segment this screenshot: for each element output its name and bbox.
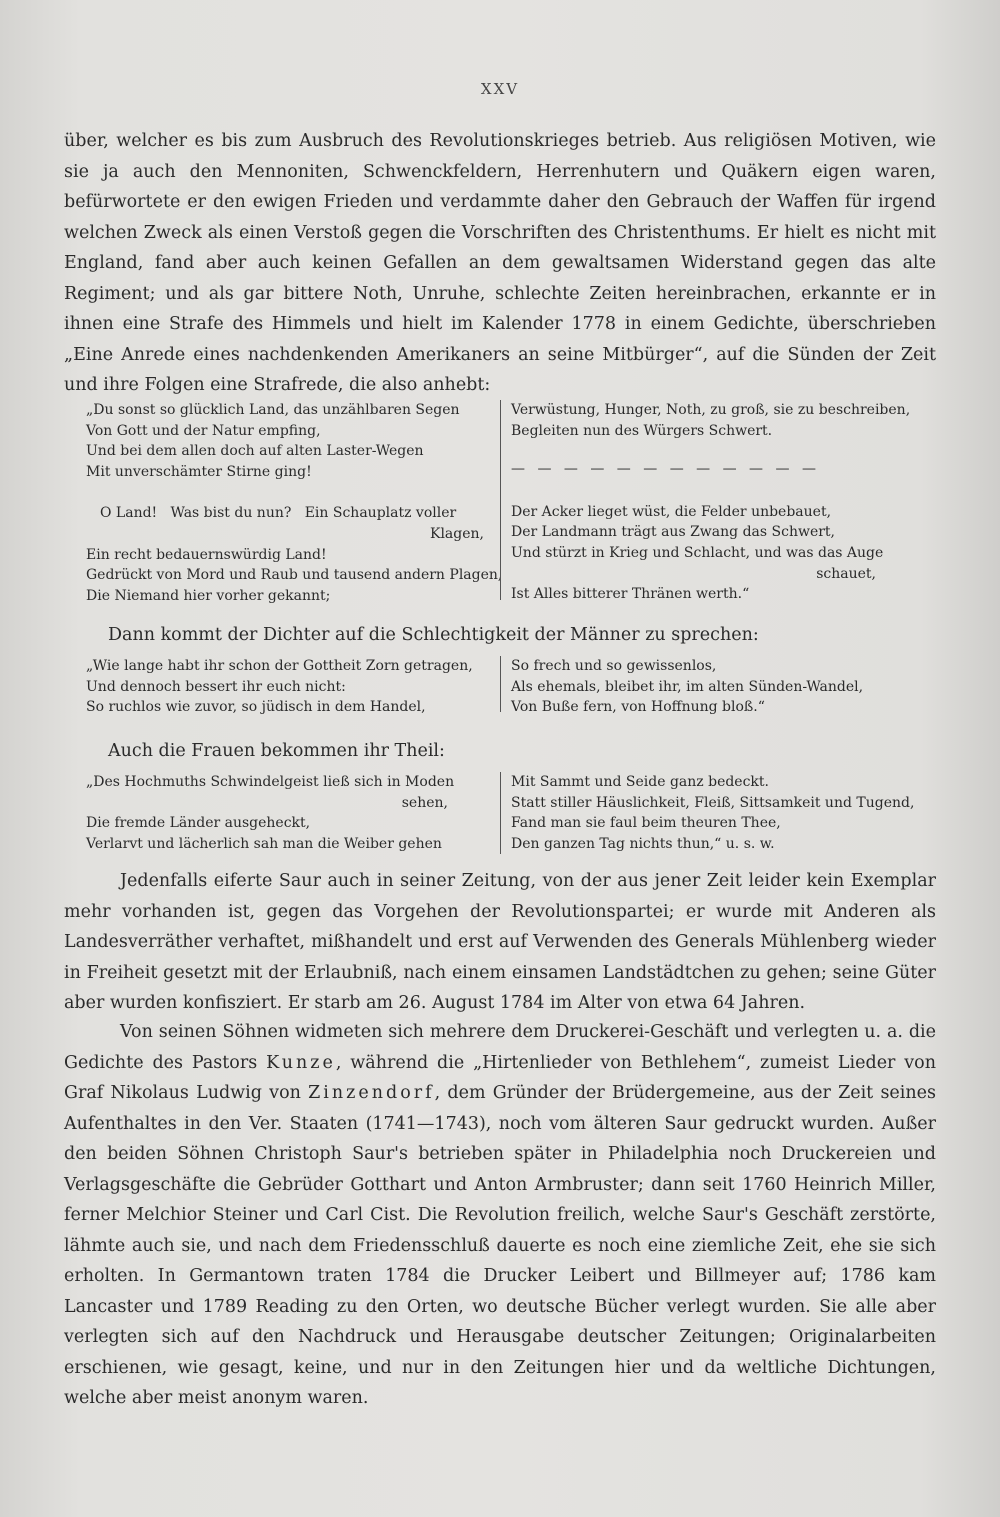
poem-line: „Wie lange habt ihr schon der Gottheit Zorn getragen,	[86, 658, 473, 674]
poem-line: Verlarvt und lächerlich sah man die Weiber gehen	[86, 835, 442, 852]
poem-line: Als ehemals, bleibet ihr, im alten Sünden-Wandel,	[511, 678, 864, 695]
poem-excerpt-1	[64, 400, 936, 604]
body-paragraph-1	[64, 866, 936, 1019]
poem-line: Von Gott und der Natur empfing,	[86, 422, 321, 439]
poem-excerpt-2	[64, 656, 936, 716]
poem-2-left-column	[64, 656, 500, 716]
body-text-1: Jedenfalls eiferte Saur auch in seiner Zeitung, von der aus jener Zeit leider kein Exemplar mehr vorhanden ist, gegen das Vorgehen der Revolutionspartei; er wurde mit Anderen als Landesverräther verhaftet, mißhandelt und erst auf Verwenden des Generals Mühlenberg wieder in Freiheit gesetzt mit der Erlaubniß, nach einem einsamen Landstädtchen zu gehen; seine Güter aber wurden konfisziert. Er starb am 26. August 1784 im Alter von etwa 64 Jahren.	[64, 871, 936, 1013]
poem-line: Und dennoch bessert ihr euch nicht:	[86, 678, 346, 695]
poem-line-continuation: sehen,	[401, 794, 448, 811]
poem-line: Ist Alles bitterer Thränen werth.“	[511, 586, 750, 603]
poem-line: Die fremde Länder ausgeheckt,	[86, 815, 311, 832]
poem-line: Den ganzen Tag nichts thun,“ u. s. w.	[511, 835, 775, 852]
page-number: XXV	[480, 80, 520, 98]
poem-line: So ruchlos wie zuvor, so jüdisch in dem Handel,	[86, 699, 426, 716]
poem-line: Gedrückt von Mord und Raub und tausend andern Plagen,	[86, 567, 503, 584]
poem-excerpt-3	[64, 772, 936, 854]
poem-line: Und stürzt in Krieg und Schlacht, und was das Auge	[511, 544, 884, 561]
poem-line: „Du sonst so glücklich Land, das unzählbaren Segen	[86, 402, 460, 418]
body-text-2a: Von seinen Söhnen widmeten sich mehrere dem Druckerei-Geschäft und verlegten u. a. die Gedichte des Pastors	[64, 1022, 936, 1073]
poem-line: O Land! Was bist du nun? Ein Schauplatz voller	[100, 505, 457, 522]
body-paragraph-2	[64, 1017, 936, 1414]
poem-3-left-column	[64, 772, 500, 854]
poem-line: Von Buße fern, von Hoffnung bloß.“	[511, 699, 765, 716]
section-heading-women: Auch die Frauen bekommen ihr Theil:	[108, 741, 445, 761]
poem-line: Der Landmann trägt aus Zwang das Schwert,	[511, 524, 835, 541]
stanza-gap	[86, 482, 488, 503]
body-text-2	[64, 1017, 936, 1414]
intro-paragraph	[64, 126, 936, 401]
body-text-2c: , dem Gründer der Brüdergemeine, aus der Zeit seines Aufenthaltes in den Ver. Staaten (1741—1743), noch vom älteren Saur gedruckt wurden. Außer den beiden Söhnen Christoph Saur's betrieben später in Philadelphia noch Druckereien und Verlagsgeschäfte die Gebrüder Gotthart und Anton Armbruster; dann seit 1760 Heinrich Miller, ferner Melchior Steiner und Carl Cist. Die Revolution freilich, welche Saur's Geschäft zerstörte, lähmte auch sie, und nach dem Friedensschluß dauerte es noch eine ziemliche Zeit, ehe sie sich erholten. In Germantown traten 1784 die Drucker Leibert und Billmeyer auf; 1786 kam Lancaster und 1789 Reading zu den Orten, wo deutsche Bücher verlegt wurden. Sie alle aber verlegten sich auf den Nachdruck und Herausgabe deutscher Zeitungen; Originalarbeiten erschienen, wie gesagt, keine, und nur in den Zeitungen hier und da weltliche Dichtungen, welche aber meist anonym waren.	[64, 1083, 936, 1408]
name-zinzendorf: Zinzendorf	[308, 1083, 435, 1103]
poem-line-continuation: schauet,	[816, 565, 876, 582]
poem-line: Und bei dem allen doch auf alten Laster-Wegen	[86, 443, 424, 460]
poem-line: „Des Hochmuths Schwindelgeist ließ sich in Moden	[86, 774, 455, 790]
poem-line: So frech und so gewissenlos,	[511, 658, 717, 674]
poem-1-left-column	[64, 400, 503, 604]
poem-line: Mit Sammt und Seide ganz bedeckt.	[511, 774, 769, 790]
poem-line-continuation: Klagen,	[430, 525, 484, 542]
intro-text: über, welcher es bis zum Ausbruch des Revolutionskrieges betrieb. Aus religiösen Motiven, wie sie ja auch den Mennoniten, Schwenckfeldern, Herrenhutern und Quäkern eigen waren, befürwortete er den ewigen Frieden und verdammte daher den Gebrauch der Waffen für irgend welchen Zweck als einen Verstoß gegen die Vorschriften des Christenthums. Er hielt es nicht mit England, fand aber auch keinen Gefallen an dem gewaltsamen Widerstand gegen das alte Regiment; und als gar bittere Noth, Unruhe, schlechte Zeiten hereinbrachen, erkannte er in ihnen eine Strafe des Himmels und hielt im Kalender 1778 in einem Gedichte, überschrieben „Eine Anrede eines nachdenkenden Amerikaners an seine Mitbürger“, auf die Sünden der Zeit und ihre Folgen eine Strafrede, die also anhebt:	[64, 131, 936, 395]
poem-line: Statt stiller Häuslichkeit, Fleiß, Sittsamkeit und Tugend,	[511, 794, 915, 811]
poem-line: Verwüstung, Hunger, Noth, zu groß, sie zu beschreiben,	[511, 402, 911, 418]
body-text-2b: , während die „Hirtenlieder von Bethlehem“, zumeist Lieder von Graf Nikolaus Ludwig von	[64, 1052, 936, 1103]
poem-line: Begleiten nun des Würgers Schwert.	[511, 422, 773, 439]
omission-dashes: — — — — — — — — — — — —	[511, 461, 820, 478]
poem-line: Der Acker lieget wüst, die Felder unbebauet,	[511, 503, 832, 520]
section-heading-men: Dann kommt der Dichter auf die Schlechtigkeit der Männer zu sprechen:	[108, 625, 759, 645]
poem-line: Ein recht bedauernswürdig Land!	[86, 546, 327, 563]
poem-line: Die Niemand hier vorher gekannt;	[86, 587, 331, 604]
poem-line: Mit unverschämter Stirne ging!	[86, 463, 312, 480]
name-kunze: Kunze	[266, 1052, 336, 1073]
poem-3-right-column	[500, 772, 936, 854]
poem-1-right-column	[500, 400, 936, 603]
stanza-gap	[511, 480, 936, 502]
poem-line: Fand man sie faul beim theuren Thee,	[511, 815, 781, 832]
poem-2-right-column	[500, 656, 936, 716]
stanza-gap	[511, 441, 936, 451]
